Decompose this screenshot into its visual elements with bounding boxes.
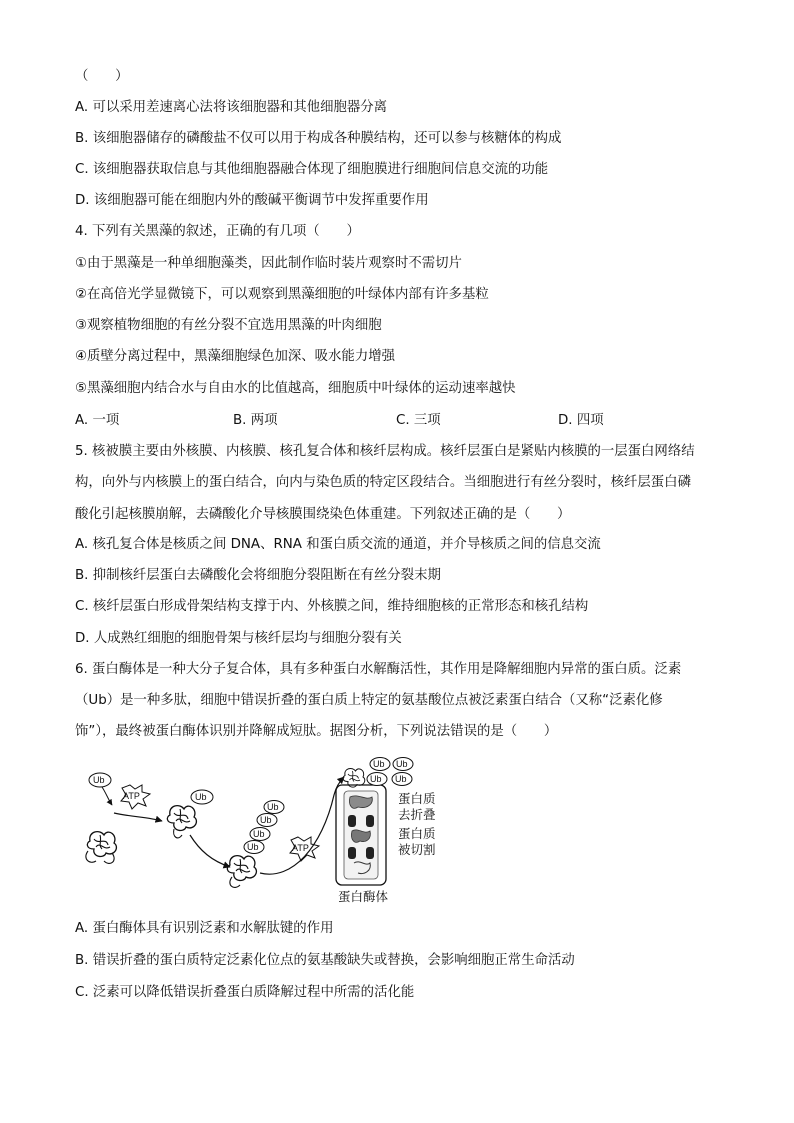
q4-item-4: ④质壁分离过程中，黑藻细胞绿色加深、吸水能力增强 bbox=[75, 349, 395, 364]
released-ub-label-3: Ub bbox=[370, 774, 382, 784]
ub-label-1: Ub bbox=[93, 775, 105, 785]
atp-burst-2 bbox=[290, 837, 319, 861]
misfolded-protein-3 bbox=[227, 856, 256, 888]
q4-item-5: ⑤黑藻细胞内结合水与自由水的比值越高，细胞质中叶绿体的运动速率越快 bbox=[75, 381, 516, 396]
q4-item-1: ①由于黑藻是一种单细胞藻类，因此制作临时装片观察时不需切片 bbox=[75, 256, 462, 271]
q4-options bbox=[75, 411, 715, 431]
q5-stem-line-1: 5. 核被膜主要由外核膜、内核膜、核孔复合体和核纤层构成。核纤层蛋白是紧贴内核膜的一层蛋白网络结 bbox=[75, 444, 695, 459]
q4-item-2: ②在高倍光学显微镜下，可以观察到黑藻细胞的叶绿体内部有许多基粒 bbox=[75, 287, 489, 302]
ub-chain-label-2: Ub bbox=[253, 829, 265, 839]
label-cut-line-1: 蛋白质 bbox=[398, 826, 436, 841]
q4-option-c: C. 三项 bbox=[396, 413, 441, 428]
released-ub-label-4: Ub bbox=[395, 774, 407, 784]
q3-option-a: A. 可以采用差速离心法将该细胞器和其他细胞器分离 bbox=[75, 100, 388, 115]
q3-stem-tail: （ ） bbox=[75, 69, 129, 84]
released-ub-label-1: Ub bbox=[373, 759, 385, 769]
protein-entering-proteasome bbox=[343, 768, 365, 787]
q6-stem-line-2: （Ub）是一种多肽，细胞中错误折叠的蛋白质上特定的氨基酸位点被泛素蛋白结合（又称“泛素化修 bbox=[75, 693, 663, 708]
released-ubiquitins bbox=[367, 758, 413, 786]
ubiquitin-chain-1 bbox=[244, 801, 284, 854]
ubiquitin-tag-2 bbox=[191, 790, 213, 804]
q4-item-3: ③观察植物细胞的有丝分裂不宜选用黑藻的叶肉细胞 bbox=[75, 318, 382, 333]
q5-option-c: C. 核纤层蛋白形成骨架结构支撑于内、外核膜之间，维持细胞核的正常形态和核孔结构 bbox=[75, 599, 589, 614]
ub-chain-label-3: Ub bbox=[260, 815, 272, 825]
q4-option-b: B. 两项 bbox=[233, 413, 278, 428]
q4-option-a: A. 一项 bbox=[75, 413, 120, 428]
q6-stem-line-1: 6. 蛋白酶体是一种大分子复合体，具有多种蛋白水解酶活性，其作用是降解细胞内异常的蛋白质。泛素 bbox=[75, 662, 682, 677]
q6-option-a: A. 蛋白酶体具有识别泛素和水解肽键的作用 bbox=[75, 921, 334, 936]
q4-stem: 4. 下列有关黑藻的叙述，正确的有几项（ ） bbox=[75, 224, 360, 239]
misfolded-protein-2 bbox=[167, 806, 196, 838]
label-proteasome: 蛋白酶体 bbox=[338, 889, 389, 904]
atp-label-1: ATP bbox=[123, 791, 140, 801]
label-cut-line-2: 被切割 bbox=[398, 842, 436, 857]
q6-option-c: C. 泛素可以降低错误折叠蛋白质降解过程中所需的活化能 bbox=[75, 985, 415, 1000]
q4-option-d: D. 四项 bbox=[558, 413, 604, 428]
q6-option-b: B. 错误折叠的蛋白质特定泛素化位点的氨基酸缺失或替换，会影响细胞正常生命活动 bbox=[75, 953, 575, 968]
atp-burst-1 bbox=[121, 785, 150, 809]
q3-option-d: D. 该细胞器可能在细胞内外的酸碱平衡调节中发挥重要作用 bbox=[75, 193, 429, 208]
ubiquitin-tag-1 bbox=[89, 773, 111, 787]
ub-label-2: Ub bbox=[195, 792, 207, 802]
misfolded-protein-1 bbox=[86, 832, 117, 864]
q5-stem-line-2: 构，向外与内核膜上的蛋白结合，向内与染色质的特定区段结合。当细胞进行有丝分裂时，核纤层蛋白磷 bbox=[75, 475, 691, 490]
q5-option-d: D. 人成熟红细胞的细胞骨架与核纤层均与细胞分裂有关 bbox=[75, 631, 402, 646]
proteasome bbox=[336, 785, 386, 885]
ub-chain-label-1: Ub bbox=[247, 842, 259, 852]
q5-option-b: B. 抑制核纤层蛋白去磷酸化会将细胞分裂阻断在有丝分裂末期 bbox=[75, 568, 441, 583]
q3-option-c: C. 该细胞器获取信息与其他细胞器融合体现了细胞膜进行细胞间信息交流的功能 bbox=[75, 162, 549, 177]
q5-stem-line-3: 酸化引起核膜崩解，去磷酸化介导核膜围绕染色体重建。下列叙述正确的是（ ） bbox=[75, 507, 571, 522]
label-refold-line-1: 蛋白质 bbox=[398, 791, 436, 806]
q3-option-b: B. 该细胞器储存的磷酸盐不仅可以用于构成各种膜结构，还可以参与核糖体的构成 bbox=[75, 131, 562, 146]
q5-option-a: A. 核孔复合体是核质之间 DNA、RNA 和蛋白质交流的通道，并介导核质之间的信息交流 bbox=[75, 537, 601, 552]
q6-stem-line-3: 饰”），最终被蛋白酶体识别并降解成短肽。据图分析，下列说法错误的是（ ） bbox=[75, 724, 558, 739]
label-refold-line-2: 去折叠 bbox=[398, 807, 436, 822]
ubiquitin-proteasome-diagram bbox=[82, 755, 452, 907]
ub-chain-label-4: Ub bbox=[267, 802, 279, 812]
atp-label-2: ATP bbox=[292, 843, 309, 853]
released-ub-label-2: Ub bbox=[396, 759, 408, 769]
